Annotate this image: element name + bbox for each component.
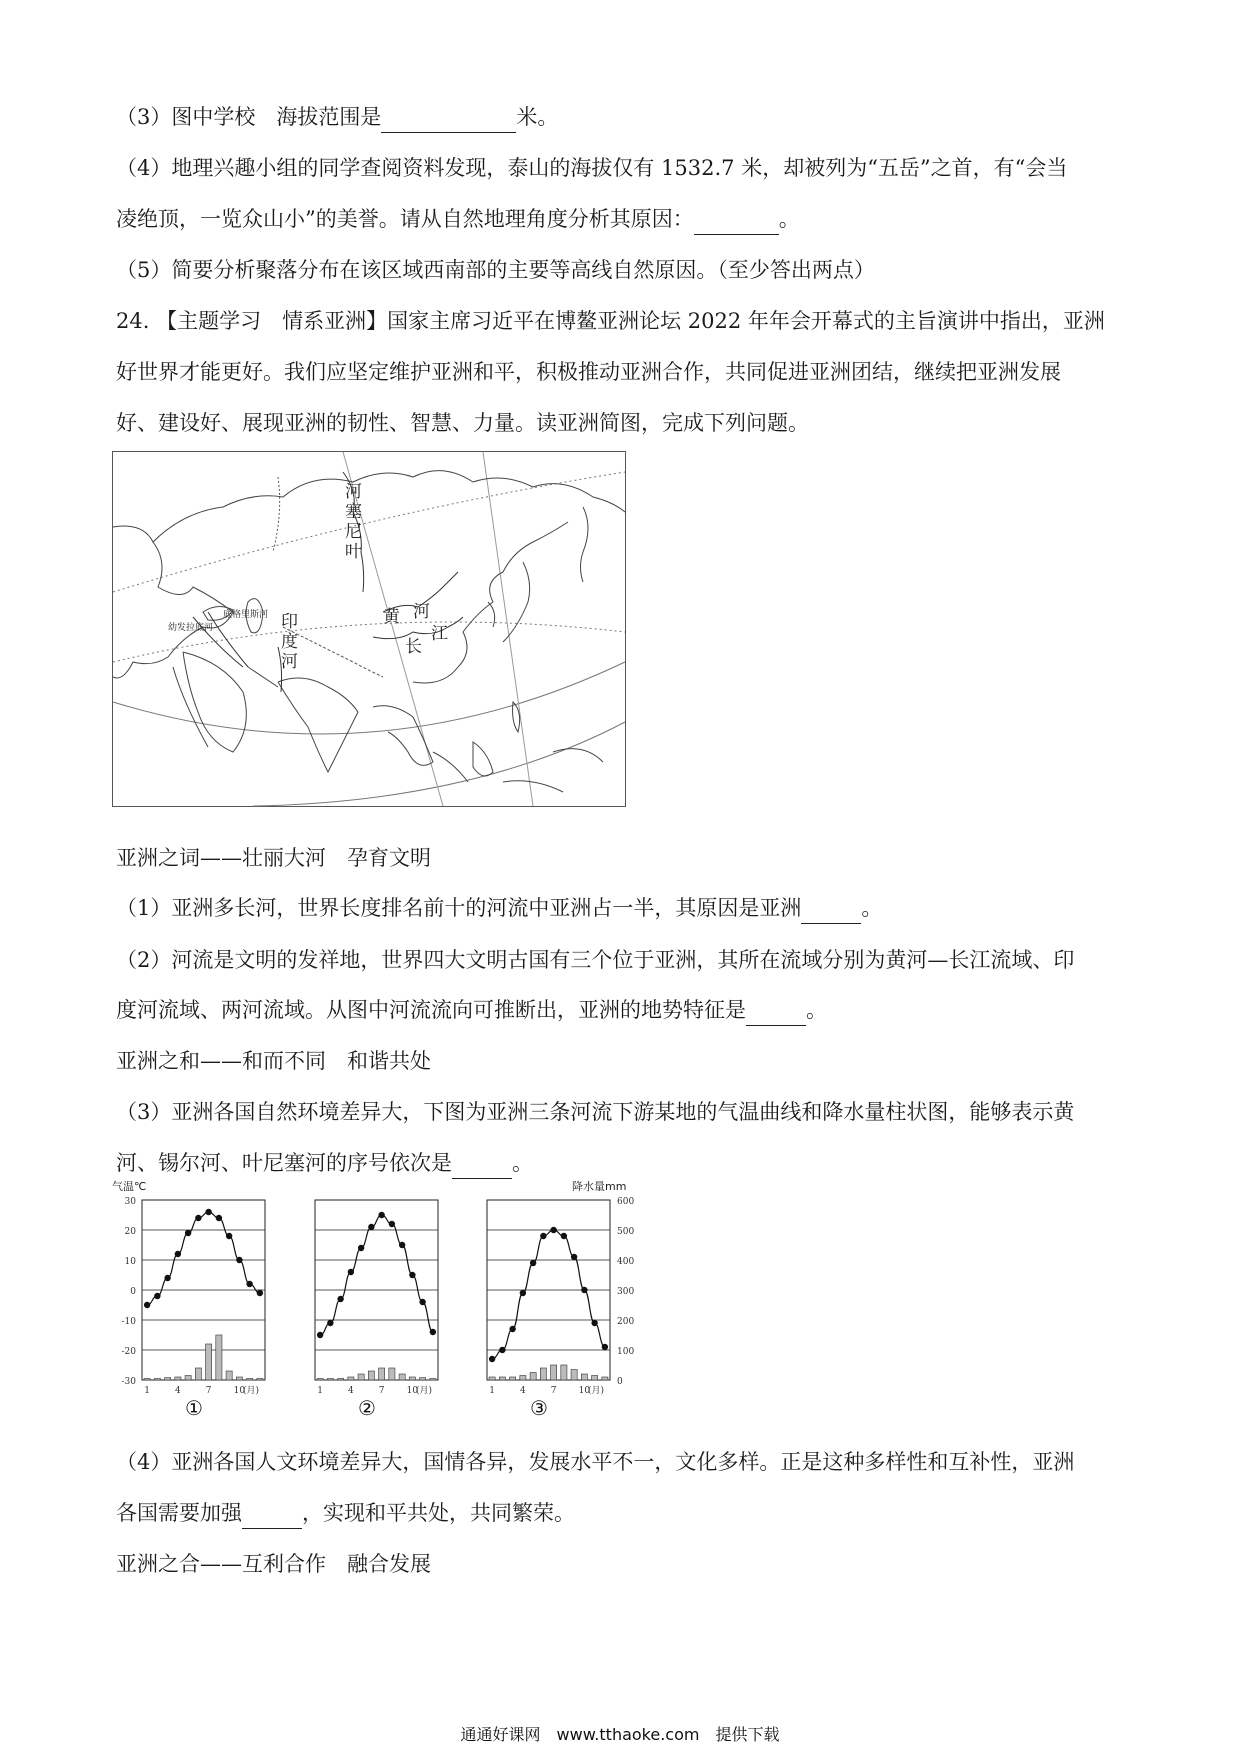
temp-point [144, 1302, 150, 1308]
q23-part4-line1: （4）地理兴趣小组的同学查阅资料发现，泰山的海拔仅有 1532.7 米，却被列为“五岳”之首，有“会当 [116, 156, 1068, 180]
precip-bar [226, 1371, 232, 1380]
month-tick-label: 7 [205, 1386, 212, 1396]
temp-point [561, 1233, 567, 1239]
month-tick-label: 1 [144, 1386, 150, 1396]
month-tick-label: 4 [348, 1386, 354, 1396]
temp-point [216, 1215, 222, 1221]
map-label-indus-char1: 印 [281, 612, 298, 632]
precip-bar [195, 1368, 201, 1380]
q23-part4-text: 凌绝顶，一览众山小”的美誉。请从自然地理角度分析其原因： [116, 207, 694, 231]
precip-bar [327, 1379, 333, 1381]
temp-tick-label: 0 [130, 1287, 136, 1297]
q24-part3-text: 河、锡尔河、叶尼塞河的序号依次是 [116, 1151, 452, 1175]
temp-point [389, 1221, 395, 1227]
q24-part2-text: 度河流域、两河流域。从图中河流流向可推断出，亚洲的地势特征是 [116, 998, 746, 1022]
temp-tick-label: 30 [124, 1197, 136, 1207]
temp-point [175, 1251, 181, 1257]
precip-tick-label: 600 [617, 1197, 635, 1207]
q23-part4-answer-blank[interactable] [694, 204, 779, 235]
q24-part2-line2 [116, 995, 1126, 1026]
precip-bar [144, 1379, 150, 1381]
precip-bar [165, 1378, 171, 1380]
q24-part1-answer-blank[interactable] [801, 893, 861, 924]
temp-tick-label: 20 [124, 1227, 136, 1237]
temp-curve [320, 1215, 433, 1335]
month-tick-label: 1 [489, 1386, 495, 1396]
precip-bar [348, 1377, 354, 1380]
precip-bar [499, 1377, 505, 1380]
temp-point [550, 1227, 556, 1233]
temp-curve [147, 1212, 260, 1305]
precip-bar [185, 1376, 191, 1381]
q24-part3-end: 。 [512, 1151, 533, 1175]
map-label-yenisei-char2: 尼 [345, 522, 362, 542]
temp-point [164, 1275, 170, 1281]
temp-point [348, 1269, 354, 1275]
q23-part4-line2 [116, 204, 1126, 235]
temp-point [419, 1299, 425, 1305]
temp-point [246, 1281, 252, 1287]
temp-point [205, 1209, 211, 1215]
precip-bar [592, 1376, 598, 1381]
temp-point [317, 1332, 323, 1338]
month-tick-label: 10 [233, 1386, 246, 1396]
temp-point [602, 1344, 608, 1350]
q24-part1-text: （1）亚洲多长河，世界长度排名前十的河流中亚洲占一半，其原因是亚洲 [116, 896, 802, 920]
temp-point [368, 1224, 374, 1230]
temp-point [530, 1260, 536, 1266]
precip-bar [379, 1368, 385, 1380]
precip-bar [358, 1374, 364, 1380]
precip-tick-label: 200 [617, 1317, 635, 1327]
temp-point [378, 1212, 384, 1218]
temp-point [358, 1245, 364, 1251]
q24-part2-answer-blank[interactable] [746, 995, 806, 1026]
q24-part2-line1: （2）河流是文明的发祥地，世界四大文明古国有三个位于亚洲，其所在流域分别为黄河—长江流域、印 [116, 948, 1075, 972]
month-unit-label: (月) [242, 1386, 260, 1396]
month-tick-label: 7 [550, 1386, 557, 1396]
q24-section3-heading: 亚洲之合——互利合作 融合发展 [116, 1552, 431, 1576]
month-tick-label: 4 [175, 1386, 181, 1396]
page-footer: 通通好课网 www.tthaoke.com 提供下载 [460, 1725, 780, 1744]
q23-part3-text: （3）图中学校 海拔范围是 [116, 105, 382, 129]
temp-point [509, 1326, 515, 1332]
temp-point [520, 1290, 526, 1296]
temp-point [257, 1290, 263, 1296]
map-label-yenisei [345, 482, 363, 562]
temp-point [236, 1257, 242, 1263]
precip-bar [540, 1368, 546, 1380]
climate-charts [112, 1178, 635, 1427]
precip-bar [216, 1335, 222, 1380]
month-tick-label: 7 [378, 1386, 385, 1396]
temp-axis-label: 气温℃ [112, 1180, 147, 1193]
map-label-yangtze-1: 长 [405, 637, 422, 657]
precip-bar [430, 1379, 436, 1381]
q24-part4-answer-blank[interactable] [242, 1498, 302, 1529]
month-tick-label: 1 [317, 1386, 323, 1396]
panel-number-label: ① [185, 1396, 203, 1420]
precip-bar [154, 1379, 160, 1381]
panel-number-label: ② [358, 1396, 376, 1420]
precip-tick-label: 500 [617, 1227, 635, 1237]
q23-part5: （5）简要分析聚落分布在该区域西南部的主要等高线自然原因。（至少答出两点） [116, 258, 875, 282]
precip-bar [247, 1379, 253, 1381]
precip-bar [489, 1377, 495, 1380]
temp-tick-label: -10 [121, 1317, 136, 1327]
temp-point [185, 1230, 191, 1236]
temp-point [337, 1296, 343, 1302]
precip-bar [551, 1365, 557, 1380]
temp-point [195, 1215, 201, 1221]
temp-point [581, 1287, 587, 1293]
temp-point [489, 1356, 495, 1362]
q24-part1 [116, 893, 1126, 924]
q24-part3-answer-blank[interactable] [452, 1148, 512, 1179]
month-tick-label: 4 [520, 1386, 526, 1396]
q24-part3-line2 [116, 1148, 1126, 1179]
map-label-yellow-river-1: 黄 [383, 607, 400, 627]
temp-point [409, 1272, 415, 1278]
q24-intro-line1: 24. 【主题学习 情系亚洲】国家主席习近平在博鳌亚洲论坛 2022 年年会开幕式的主旨演讲中指出，亚洲 [116, 309, 1105, 333]
q23-part3-unit: 米。 [516, 105, 559, 129]
temp-tick-label: -30 [121, 1377, 136, 1387]
precip-bar [257, 1379, 263, 1381]
precip-tick-label: 300 [617, 1287, 635, 1297]
asia-map [112, 451, 626, 807]
temp-point [154, 1293, 160, 1299]
temp-point [327, 1320, 333, 1326]
month-unit-label: (月) [415, 1386, 433, 1396]
q24-part4-end: ，实现和平共处，共同繁荣。 [302, 1501, 575, 1525]
temp-point [499, 1347, 505, 1353]
precip-bar [561, 1365, 567, 1380]
temp-tick-label: 10 [124, 1257, 136, 1267]
precip-axis-label: 降水量mm [572, 1180, 627, 1193]
q24-intro-line2: 好世界才能更好。我们应坚定维护亚洲和平，积极推动亚洲合作，共同促进亚洲团结，继续把亚洲发展 [116, 360, 1061, 384]
q23-part3 [116, 102, 1126, 133]
month-tick-label: 10 [578, 1386, 591, 1396]
precip-bar [420, 1378, 426, 1380]
temp-point [226, 1233, 232, 1239]
precip-tick-label: 100 [617, 1347, 635, 1357]
map-label-indus-char3: 河 [281, 652, 298, 672]
precip-bar [571, 1370, 577, 1381]
q24-part4-text: 各国需要加强 [116, 1501, 242, 1525]
month-tick-label: 10 [406, 1386, 419, 1396]
q24-part1-end: 。 [861, 896, 883, 920]
q24-part3-line1: （3）亚洲各国自然环境差异大，下图为亚洲三条河流下游某地的气温曲线和降水量柱状图，能够表示黄 [116, 1100, 1075, 1124]
precip-bar [530, 1373, 536, 1381]
month-unit-label: (月) [587, 1386, 605, 1396]
q24-part2-end: 。 [806, 998, 827, 1022]
precip-bar [389, 1368, 395, 1380]
q24-part4-line1: （4）亚洲各国人文环境差异大，国情各异，发展水平不一，文化多样。正是这种多样性和互补性，亚洲 [116, 1450, 1075, 1474]
precip-bar [236, 1377, 242, 1380]
precip-bar [206, 1344, 212, 1380]
precip-bar [317, 1379, 323, 1381]
climate-charts-svg [112, 1178, 635, 1423]
map-label-yenisei-char1: 叶 [345, 542, 362, 562]
map-label-yellow-river-2: 河 [413, 602, 430, 622]
precip-bar [338, 1379, 344, 1381]
precip-tick-label: 0 [617, 1377, 623, 1387]
q24-section1-heading: 亚洲之词——壮丽大河 孕育文明 [116, 846, 431, 870]
q24-part4-line2 [116, 1498, 1126, 1529]
q23-part4-end: 。 [778, 207, 800, 231]
precip-bar [368, 1371, 374, 1380]
temp-point [571, 1254, 577, 1260]
q24-section2-heading: 亚洲之和——和而不同 和谐共处 [116, 1049, 431, 1073]
map-label-tigris: 底格里斯河 [223, 610, 269, 620]
temp-point [591, 1320, 597, 1326]
panel-number-label: ③ [530, 1396, 548, 1420]
q23-part3-answer-blank[interactable] [381, 102, 516, 133]
temp-point [399, 1242, 405, 1248]
precip-bar [520, 1376, 526, 1381]
temp-point [430, 1329, 436, 1335]
precip-bar [175, 1377, 181, 1380]
map-label-euphrates: 幼发拉底河 [168, 623, 214, 633]
map-label-indus-char2: 度 [281, 632, 298, 652]
precip-bar [602, 1377, 608, 1380]
precip-bar [409, 1377, 415, 1380]
q24-intro-line3: 好、建设好、展现亚洲的韧性、智慧、力量。读亚洲简图，完成下列问题。 [116, 411, 809, 435]
map-label-indus [281, 612, 299, 672]
precip-bar [581, 1374, 587, 1380]
map-label-yangtze-2: 江 [431, 624, 448, 644]
map-label-yenisei-char3: 塞 [345, 502, 362, 522]
temp-point [540, 1233, 546, 1239]
map-label-yenisei-char4: 河 [345, 482, 362, 502]
precip-tick-label: 400 [617, 1257, 635, 1267]
precip-bar [399, 1374, 405, 1380]
temp-curve [492, 1230, 605, 1359]
precip-bar [510, 1377, 516, 1380]
temp-tick-label: -20 [121, 1347, 136, 1357]
